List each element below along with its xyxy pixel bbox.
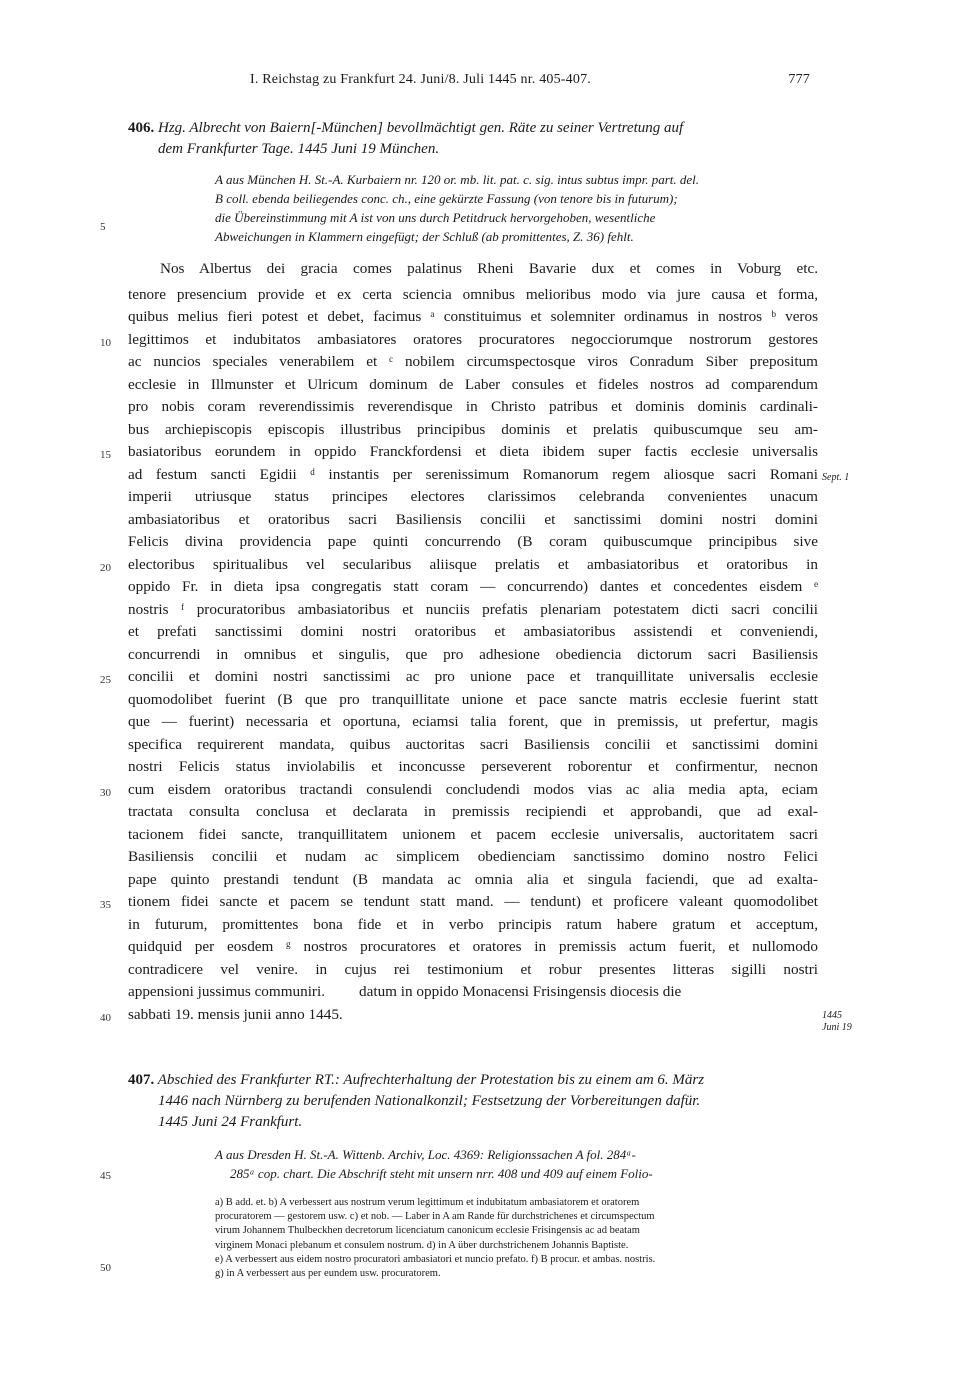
- line-number: 35: [100, 899, 111, 911]
- doc406-heading-line: Hzg. Albrecht von Baiern[-München] bevollmächtigt gen. Räte zu seiner Vertretung auf: [158, 120, 684, 136]
- footnote-line: virum Johannem Thulbeckhen decretorum licenciatum canonicum ecclesie Frisingensis ac ad beatam: [215, 1225, 640, 1237]
- doc407-number: 407.: [128, 1072, 155, 1088]
- body-line: pape quinto prestandi tendunt (B mandata ac omnia alia et singula faciendi, que ad exalta-: [128, 871, 818, 888]
- body-line: Felicis divina providencia pape quinti concurrendo (B coram quibuscumque principibus sive: [128, 533, 818, 550]
- body-line: legittimos et indubitatos ambasiatores oratores procuratores negocciorumque nostrorum gestores: [128, 331, 818, 348]
- source-line: A aus Dresden H. St.-A. Wittenb. Archiv, Loc. 4369: Religionssachen A fol. 284ᵃ-: [215, 1147, 636, 1162]
- body-line: quibus melius fieri potest et debet, facimus ᵃ constituimus et solemniter ordinamus in nostros ᵇ veros: [128, 308, 818, 325]
- line-number: 25: [100, 674, 111, 686]
- source-line: A aus München H. St.-A. Kurbaiern nr. 120 or. mb. lit. pat. c. sig. intus subtus impr. part. del.: [215, 172, 700, 187]
- line-number: 5: [100, 221, 106, 233]
- body-line: specifica requirerent mandata, quibus auctoritas sacri Basiliensis concilii et sanctissimi domini: [128, 736, 818, 753]
- doc407-source: [215, 1145, 815, 1183]
- body-line: concurrendi in omnibus et singulis, que pro adhesione obediencia dictorum sacri Basiliensis: [128, 646, 818, 663]
- doc407-heading-line: Abschied des Frankfurter RT.: Aufrechterhaltung der Protestation bis zu einem am 6. März: [157, 1072, 705, 1088]
- body-line: concilii et domini nostri sanctissimi ac pro unione pace et tranquillitate universalis ecclesie: [128, 668, 818, 685]
- doc407-heading: [128, 1070, 818, 1133]
- body-line: in futurum, promittentes bona fide et in verbo principis ratum habere gratum et acceptum,: [128, 916, 818, 933]
- body-line: electoribus spiritualibus vel secularibus aliisque prelatis et ambasiatoribus et oratoribus in: [128, 556, 818, 573]
- source-line: 285ᵃ cop. chart. Die Abschrift steht mit unsern nrr. 408 und 409 auf einem Folio-: [230, 1166, 653, 1181]
- page-number: 777: [788, 72, 810, 87]
- footnotes: [215, 1196, 815, 1281]
- margin-date-sept: Sept. 1: [822, 472, 850, 483]
- body-line: tractata consulta conclusa et declarata in premissis recipiendi et approbandi, que ad exal-: [128, 803, 818, 820]
- doc407-heading-line: 1445 Juni 24 Frankfurt.: [158, 1114, 303, 1130]
- body-line: et prefati sanctissimi domini nostri oratoribus et ambasiatoribus assistendi et conveniendi,: [128, 623, 818, 640]
- line-number: 15: [100, 449, 111, 461]
- line-number: 10: [100, 337, 111, 349]
- body-line: bus archiepiscopis episcopis illustribus principibus dominis et prelatis quibuscumque seu am-: [128, 421, 818, 438]
- body-line: tionem fidei sancte et pacem se tendunt statt mand. — tendunt) et proficere valeant quomodolibet: [128, 893, 818, 910]
- doc406-number: 406.: [128, 120, 155, 136]
- footnote-line: g) in A verbessert aus per eundem usw. procuratorem.: [215, 1268, 441, 1280]
- line-number: 45: [100, 1170, 111, 1182]
- body-line: imperii utriusque status principes electores clarissimos celebranda convenientes unacum: [128, 488, 818, 505]
- line-number: 50: [100, 1262, 111, 1274]
- body-line: quomodolibet fuerint (B que pro tranquillitate unione et pace sancte matris ecclesie fuerint statt: [128, 691, 818, 708]
- body-line: oppido Fr. in dieta ipsa congregatis statt coram — concurrendo) dantes et concedentes eisdem ᵉ: [128, 578, 818, 595]
- margin-date-year: 1445: [822, 1010, 842, 1021]
- line-number: 30: [100, 787, 111, 799]
- line-number: 20: [100, 562, 111, 574]
- footnote-line: e) A verbessert aus eidem nostro procuratori ambasiatori et nuncio prefato. f) B procur. et ambas. nostris.: [215, 1253, 656, 1265]
- body-line-dating: [128, 981, 818, 1003]
- source-line: Abweichungen in Klammern eingefügt; der Schluß (ab promittentes, Z. 36) fehlt.: [215, 229, 634, 244]
- footnote-line: a) B add. et. b) A verbessert aus nostrum verum legittimum et indubitatum ambasiatorem et oratorem: [215, 1197, 640, 1208]
- body-line: ac nuncios speciales venerabilem et ᶜ nobilem circumspectosque viros Conradum Siber prepositum: [128, 353, 818, 370]
- body-line: ambasiatoribus et oratoribus sacri Basiliensis concilii et sanctissimi domini nostri domini: [128, 511, 818, 528]
- body-line: basiatoribus eorundem in oppido Franckfordensi et dieta ibidem super factis ecclesie universalis: [128, 443, 818, 460]
- source-line: B coll. ebenda beiliegendes conc. ch., eine gekürzte Fassung (von tenore bis in futurum);: [215, 191, 678, 206]
- footnote-line: virginem Monaci plebanum et consulem nostrum. d) in A über durchstrichenem Johannis Baptiste.: [215, 1239, 629, 1251]
- body-line: sabbati 19. mensis junii anno 1445.: [128, 1006, 343, 1023]
- doc406-heading: [128, 118, 818, 160]
- line-number: 40: [100, 1012, 111, 1024]
- doc406-heading-line: dem Frankfurter Tage. 1445 Juni 19 München.: [158, 141, 440, 157]
- body-line: tenore presencium provide et ex certa sciencia omnibus melioribus modo via jure causa et forma,: [128, 286, 818, 303]
- body-line: que — fuerint) necessaria et oportuna, eciamsi talia forent, que in premissis, ut prefertur, magis: [128, 713, 818, 730]
- body-line: quidquid per eosdem ᵍ nostros procuratores et oratores in premissis actum fuerit, et nullomodo: [128, 938, 818, 955]
- body-line: nostri Felicis status inviolabilis et inconcusse perseverent roborentur et confirmentur, necnon: [128, 758, 818, 775]
- doc407-heading-line: 1446 nach Nürnberg zu berufenden Nationalkonzil; Festsetzung der Vorbereitungen dafür.: [158, 1093, 701, 1109]
- body-line: contradicere vel venire. in cujus rei testimonium et robur presentes litteras sigilli nostri: [128, 961, 818, 978]
- body-line: cum eisdem oratoribus tractandi consulendi concludendi modos vias ac alia media apta, eciam: [128, 781, 818, 798]
- body-line: ecclesie in Illmunster et Ulricum dominum de Laber consules et fideles nostros ad comparendum: [128, 376, 818, 393]
- body-line: Nos Albertus dei gracia comes palatinus Rheni Bavarie dux et comes in Voburg etc.: [160, 260, 818, 277]
- body-line: tacionem fidei sancte, tranquillitatem unionem et pacem ecclesie universalis, auctoritatem sacri: [128, 826, 818, 843]
- body-line: Basiliensis concilii et nudam ac simplicem obedienciam sanctissimo domino nostro Felici: [128, 848, 818, 865]
- source-line: die Übereinstimmung mit A ist von uns durch Petitdruck hervorgehoben, wesentliche: [215, 210, 656, 225]
- running-title: I. Reichstag zu Frankfurt 24. Juni/8. Juli 1445 nr. 405-407.: [250, 72, 591, 87]
- margin-date-day: Juni 19: [822, 1022, 852, 1033]
- doc406-source: [215, 170, 815, 246]
- dating-clause: datum in oppido Monacensi Frisingensis diocesis die: [359, 983, 682, 1000]
- body-line: pro nobis coram reverendissimis reverendisque in Christo patribus et dominis dominis cardinali-: [128, 398, 818, 415]
- footnote-line: procuratorem — gestorem usw. c) et nob. — Laber in A am Rande für durchstrichenes et circumspectum: [215, 1211, 655, 1223]
- body-line: ad festum sancti Egidii ᵈ instantis per serenissimum Romanorum regem aliosque sacri Romani: [128, 466, 818, 483]
- body-line: nostris ᶠ procuratoribus ambasiatoribus et nunciis prefatis plenariam potestatem dicti sacri concilii: [128, 601, 818, 618]
- body-line: appensioni jussimus communiri.: [128, 983, 326, 1000]
